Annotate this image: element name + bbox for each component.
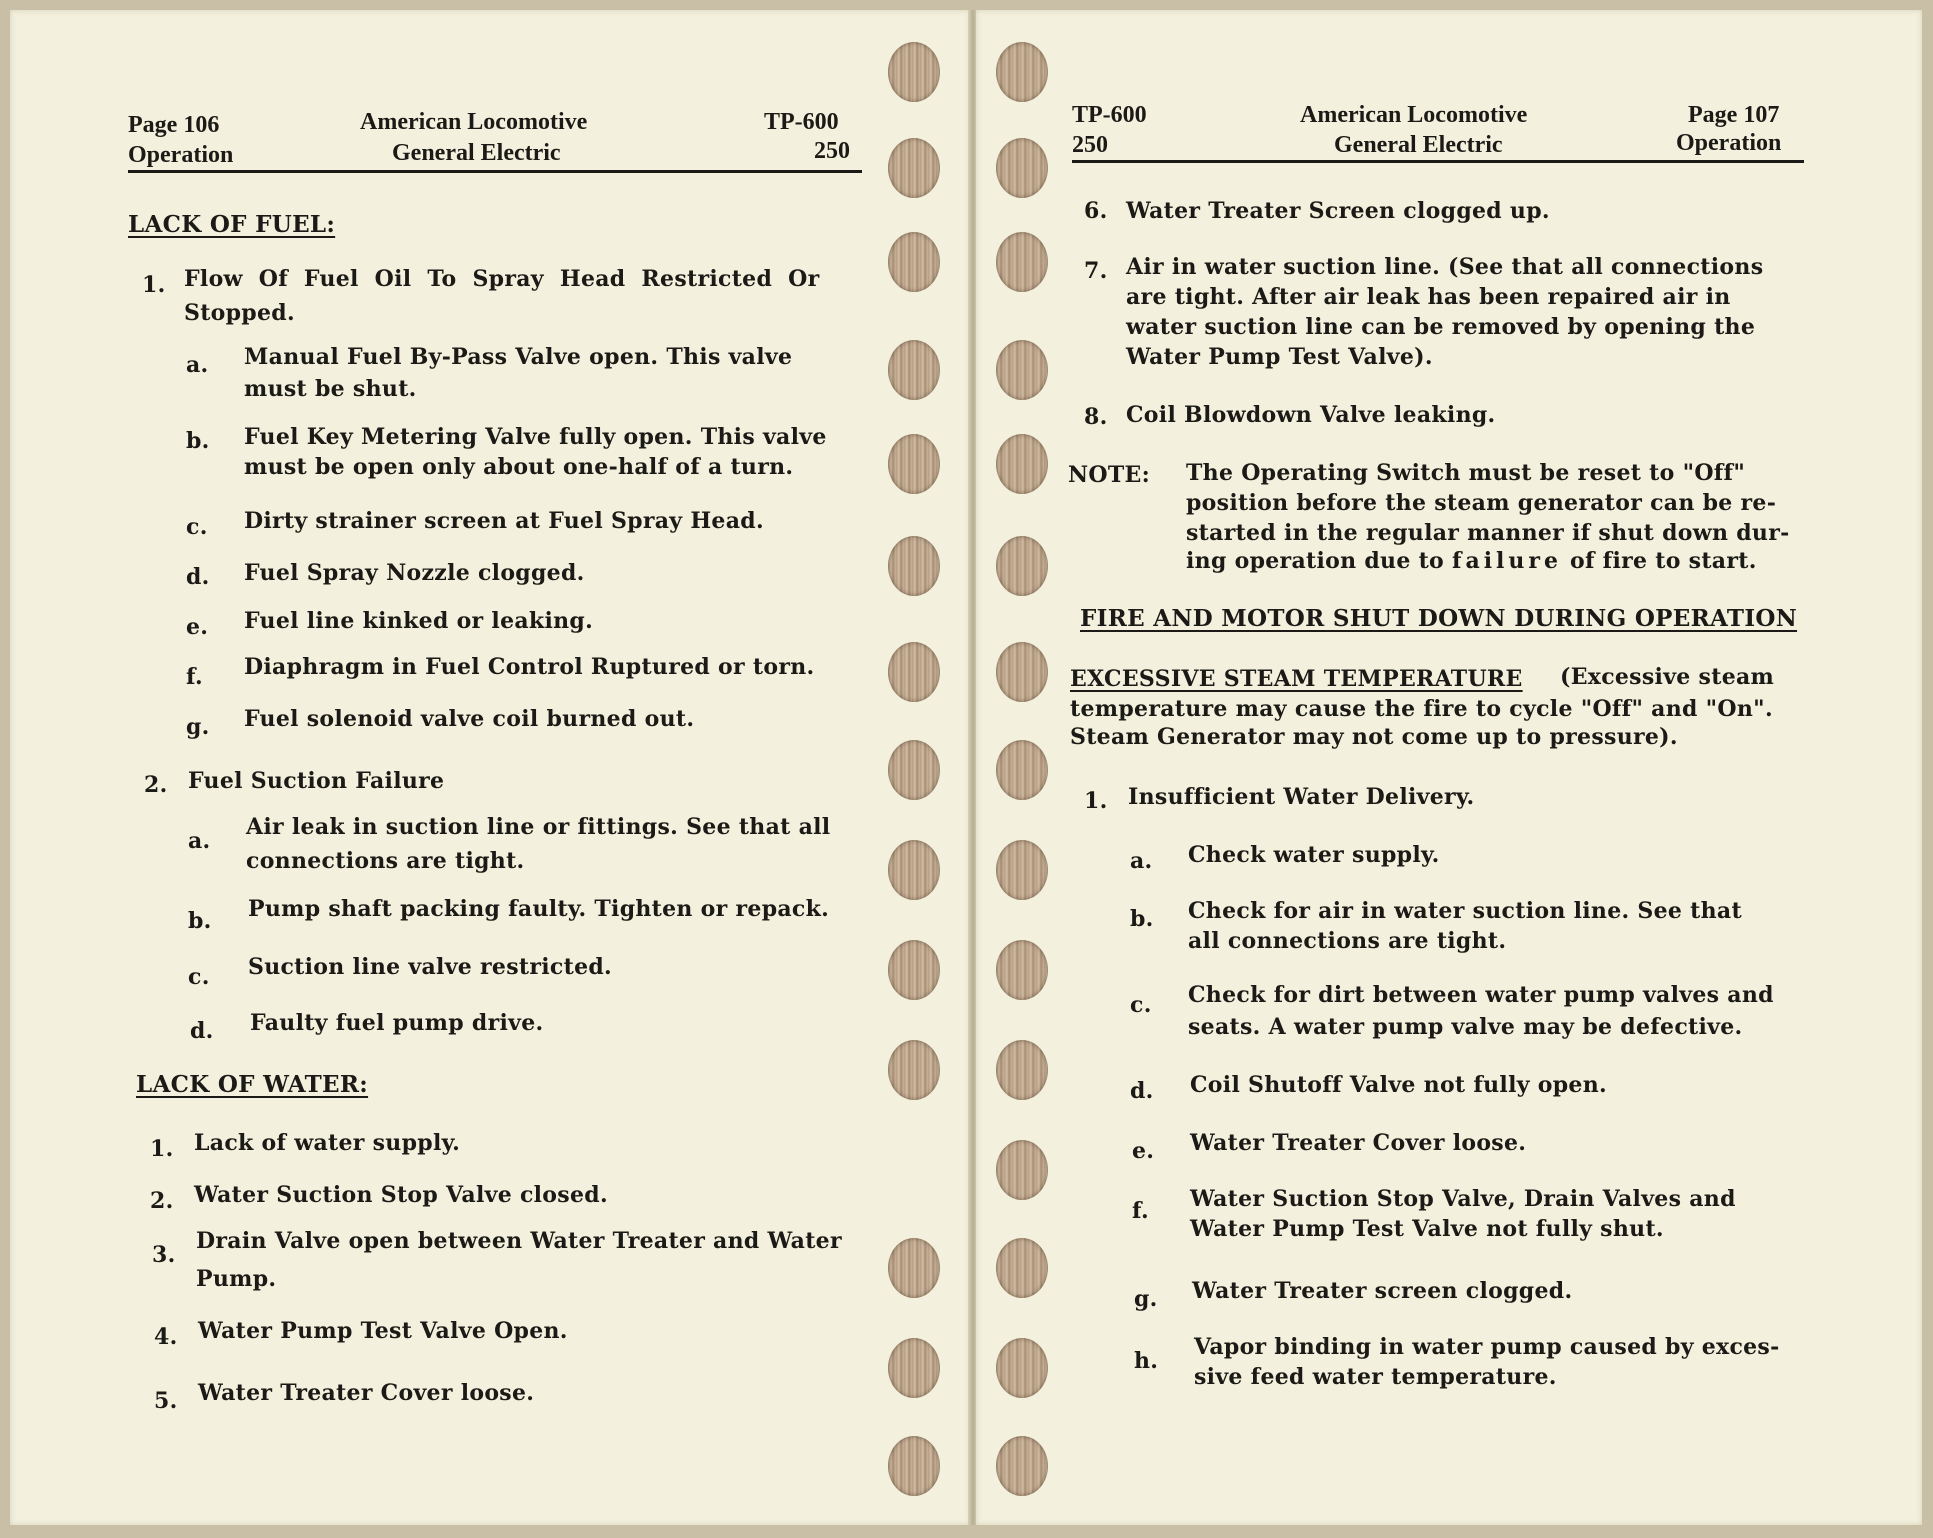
list-number: 8. xyxy=(1084,404,1108,430)
list-item-text: Check for dirt between water pump valves and xyxy=(1188,982,1774,1008)
binder-hole xyxy=(888,138,940,198)
list-item-text: Air in water suction line. (See that all connections xyxy=(1126,254,1764,280)
left-company-line1: American Locomotive xyxy=(360,109,588,135)
list-number: 5. xyxy=(154,1388,178,1414)
left-company-line2: General Electric xyxy=(392,140,561,166)
binder-hole xyxy=(888,1436,940,1496)
list-item-text: Drain Valve open between Water Treater and Water xyxy=(196,1228,842,1254)
right-model-line2: 250 xyxy=(1072,132,1108,158)
list-letter: a. xyxy=(186,352,209,378)
binder-hole xyxy=(996,1040,1048,1100)
list-number: 1. xyxy=(142,272,166,298)
list-letter: f. xyxy=(1132,1198,1149,1224)
excessive-steam-text: Steam Generator may not come up to pressure). xyxy=(1070,724,1678,750)
list-letter: e. xyxy=(186,614,209,640)
binder-hole xyxy=(996,42,1048,102)
list-number: 7. xyxy=(1084,258,1108,284)
list-letter: c. xyxy=(188,964,210,990)
binder-hole xyxy=(996,740,1048,800)
list-letter: f. xyxy=(186,664,203,690)
right-page-number: Page 107 xyxy=(1688,102,1780,128)
list-item-text: Insufficient Water Delivery. xyxy=(1128,784,1475,810)
list-item-text: sive feed water temperature. xyxy=(1194,1364,1557,1390)
list-item-text: Fuel Key Metering Valve fully open. This valve xyxy=(244,424,827,450)
binder-hole xyxy=(888,940,940,1000)
note-text xyxy=(1186,546,1757,576)
excessive-steam-heading: EXCESSIVE STEAM TEMPERATURE xyxy=(1070,666,1523,692)
list-letter: g. xyxy=(186,714,210,740)
list-letter: c. xyxy=(186,514,208,540)
list-item-text: Suction line valve restricted. xyxy=(248,954,613,980)
binder-hole xyxy=(996,1436,1048,1496)
list-item-text: Water Treater Screen clogged up. xyxy=(1126,198,1550,224)
list-item-text: Fuel line kinked or leaking. xyxy=(244,608,594,634)
binder-hole xyxy=(996,536,1048,596)
list-item-text: Water Suction Stop Valve closed. xyxy=(194,1182,608,1208)
list-item-text: Check for air in water suction line. See that xyxy=(1188,898,1742,924)
note-text: The Operating Switch must be reset to "Off" xyxy=(1186,460,1746,486)
list-letter: b. xyxy=(186,428,210,454)
binder-hole xyxy=(996,232,1048,292)
list-letter: g. xyxy=(1134,1286,1158,1312)
list-number: 1. xyxy=(1084,788,1108,814)
list-item-text: Fuel solenoid valve coil burned out. xyxy=(244,706,695,732)
list-item-text: Check water supply. xyxy=(1188,842,1440,868)
list-item-text: Water Pump Test Valve). xyxy=(1126,344,1433,370)
list-item-text: Coil Blowdown Valve leaking. xyxy=(1126,402,1496,428)
binder-hole xyxy=(996,642,1048,702)
list-item-text: connections are tight. xyxy=(246,848,525,874)
lack-of-water-heading: LACK OF WATER: xyxy=(136,1071,369,1098)
list-item-text: Pump shaft packing faulty. Tighten or repack. xyxy=(248,896,830,922)
list-letter: e. xyxy=(1132,1138,1155,1164)
left-header-rule xyxy=(128,170,862,173)
binder-hole xyxy=(996,138,1048,198)
note-emphasis: failure xyxy=(1451,548,1563,574)
excessive-steam-text: temperature may cause the fire to cycle "Off" and "On". xyxy=(1070,696,1773,722)
list-number: 2. xyxy=(144,772,168,798)
list-letter: c. xyxy=(1130,992,1152,1018)
right-company-line1: American Locomotive xyxy=(1300,102,1528,128)
list-item-text: water suction line can be removed by opening the xyxy=(1126,314,1756,340)
list-item-text: Lack of water supply. xyxy=(194,1130,461,1156)
list-number: 3. xyxy=(152,1242,176,1268)
excessive-steam-text: (Excessive steam xyxy=(1560,664,1775,690)
right-company-line2: General Electric xyxy=(1334,132,1503,158)
list-letter: b. xyxy=(188,908,212,934)
list-item-text: must be shut. xyxy=(244,376,417,402)
list-item-text: Faulty fuel pump drive. xyxy=(250,1010,544,1036)
note-text: started in the regular manner if shut down dur- xyxy=(1186,520,1790,546)
note-text-part: of fire to start. xyxy=(1569,548,1757,574)
left-page-number: Page 106 xyxy=(128,112,220,138)
binder-hole xyxy=(996,340,1048,400)
list-item-text: Manual Fuel By-Pass Valve open. This valve xyxy=(244,344,793,370)
list-item-text: Dirty strainer screen at Fuel Spray Head. xyxy=(244,508,764,534)
right-model-line1: TP-600 xyxy=(1072,102,1147,128)
list-number: 4. xyxy=(154,1324,178,1350)
list-item-text: seats. A water pump valve may be defective. xyxy=(1188,1014,1743,1040)
fire-motor-shutdown-heading: FIRE AND MOTOR SHUT DOWN DURING OPERATION xyxy=(1080,605,1798,632)
binder-hole xyxy=(996,940,1048,1000)
binder-hole xyxy=(888,642,940,702)
left-model-line2: 250 xyxy=(814,138,850,164)
list-letter: d. xyxy=(1130,1078,1154,1104)
list-letter: d. xyxy=(186,564,210,590)
list-number: 1. xyxy=(150,1136,174,1162)
binder-hole xyxy=(888,1238,940,1298)
list-item-text: must be open only about one-half of a turn. xyxy=(244,454,794,480)
note-label: NOTE: xyxy=(1068,462,1151,488)
binder-hole xyxy=(888,340,940,400)
note-text: position before the steam generator can be re- xyxy=(1186,490,1777,516)
binder-hole xyxy=(996,1238,1048,1298)
binder-hole xyxy=(888,434,940,494)
right-section-label: Operation xyxy=(1676,130,1782,156)
list-item-text: Pump. xyxy=(196,1266,277,1292)
lack-of-fuel-heading: LACK OF FUEL: xyxy=(128,211,336,238)
binder-hole xyxy=(888,232,940,292)
binder-hole xyxy=(888,840,940,900)
list-item-text: Water Pump Test Valve Open. xyxy=(198,1318,568,1344)
list-item-text: Diaphragm in Fuel Control Ruptured or torn. xyxy=(244,654,815,680)
left-model-line1: TP-600 xyxy=(764,109,839,135)
binder-hole xyxy=(996,1338,1048,1398)
binder-hole xyxy=(888,740,940,800)
right-header-rule xyxy=(1072,160,1804,163)
left-section-label: Operation xyxy=(128,142,234,168)
list-item-text: Stopped. xyxy=(184,300,295,326)
binder-hole xyxy=(888,1040,940,1100)
list-item-text: all connections are tight. xyxy=(1188,928,1507,954)
list-letter: a. xyxy=(1130,848,1153,874)
list-item-text: Water Treater screen clogged. xyxy=(1192,1278,1573,1304)
list-item-text: Fuel Suction Failure xyxy=(188,768,445,794)
list-number: 6. xyxy=(1084,198,1108,224)
list-letter: b. xyxy=(1130,906,1154,932)
list-item-text: Fuel Spray Nozzle clogged. xyxy=(244,560,585,586)
list-item-text: Water Treater Cover loose. xyxy=(1190,1130,1527,1156)
binder-hole xyxy=(888,1338,940,1398)
list-item-text: Air leak in suction line or fittings. See that all xyxy=(246,814,831,840)
binder-hole xyxy=(996,1140,1048,1200)
list-number: 2. xyxy=(150,1188,174,1214)
list-item-text: Vapor binding in water pump caused by exces- xyxy=(1194,1334,1780,1360)
list-item-text: Water Pump Test Valve not fully shut. xyxy=(1190,1216,1664,1242)
list-item-text: are tight. After air leak has been repaired air in xyxy=(1126,284,1731,310)
note-text-part: ing operation due to xyxy=(1186,548,1445,574)
list-letter: a. xyxy=(188,828,211,854)
list-letter: d. xyxy=(190,1018,214,1044)
list-item-text: Water Treater Cover loose. xyxy=(198,1380,535,1406)
list-item-text: Flow Of Fuel Oil To Spray Head Restricted Or xyxy=(184,266,820,292)
list-item-text: Water Suction Stop Valve, Drain Valves and xyxy=(1190,1186,1736,1212)
binder-hole xyxy=(888,536,940,596)
binder-hole xyxy=(996,434,1048,494)
binder-hole xyxy=(996,840,1048,900)
list-letter: h. xyxy=(1134,1348,1159,1374)
binder-hole xyxy=(888,42,940,102)
list-item-text: Coil Shutoff Valve not fully open. xyxy=(1190,1072,1607,1098)
